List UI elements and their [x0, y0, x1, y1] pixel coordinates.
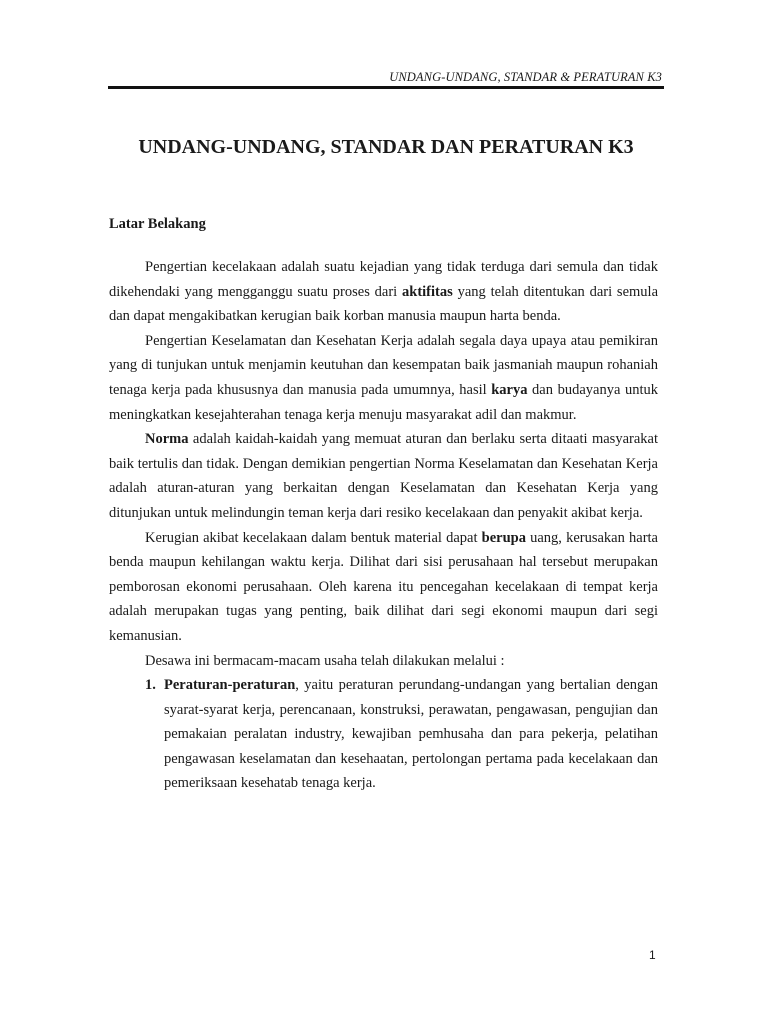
numbered-list [109, 673, 658, 796]
document-body [109, 255, 658, 796]
bold-term: Norma [145, 431, 189, 448]
section-heading: Latar Belakang [109, 216, 206, 232]
paragraph: Kerugian akibat kecelakaan dalam bentuk material dapat berupa uang, kerusakan harta benda maupun kehilangan waktu kerja. Dilihat dari sisi perusahaan hal tersebut merupakan pemborosan ekonomi perusahaan. Oleh karena itu pencegahan kecelakaan di tempat kerja adalah merupakan tugas yang penting, baik dilihat dari segi ekonomi maupun dari segi kemanusian. [109, 529, 658, 644]
paragraph: Pengertian kecelakaan adalah suatu kejadian yang tidak terduga dari semula dan tidak dikehendaki yang mengganggu suatu proses dari aktifitas yang telah ditentukan dari semula dan dapat mengakibatkan kerugian baik korban manusia maupun harta benda. [109, 259, 659, 325]
list-number: 1. [145, 677, 156, 694]
bold-term: aktifitas [402, 283, 453, 300]
list-term: Peraturan-peraturan [164, 677, 296, 694]
bold-term: berupa [481, 529, 526, 546]
paragraph: Norma adalah kaidah-kaidah yang memuat aturan dan berlaku serta ditaati masyarakat baik tertulis dan tidak. Dengan demikian pengertian Norma Keselamatan dan Kesehatan Kerja adalah aturan-aturan yang berkaitan dengan Keselamatan dan Kesehatan Kerja yang ditunjukan untuk melindungin teman kerja dari resiko kecelakaan dan penyakit akibat kerja. [109, 431, 658, 521]
document-title: UNDANG-UNDANG, STANDAR DAN PERATURAN K3 [138, 136, 634, 158]
header-rule [108, 86, 664, 89]
running-header: UNDANG-UNDANG, STANDAR & PERATURAN K3 [389, 70, 662, 84]
paragraph: Pengertian Keselamatan dan Kesehatan Kerja adalah segala daya upaya atau pemikiran yang di tunjukan untuk menjamin keutuhan dan kesempatan baik jasmaniah maupun rohaniah tenaga kerja pada khususnya dan manusia pada umumnya, hasil karya dan budayanya untuk meningkatkan kesejahterahan tenaga kerja menuju masyarakat adil dan makmur. [109, 332, 658, 423]
list-item: 1. Peraturan-peraturan, yaitu peraturan perundang-undangan yang bertalian dengan syarat-syarat kerja, perencanaan, konstruksi, perawatan, pengawasan, pengujian dan pemakaian peralatan industry, kewajiban pemhusaha dan para pekerja, pelatihan pengawasan keselamatan dan kesehaatan, pertolongan pertama pada kecelakaan dan pemeriksaan kesehatab tenaga kerja. [109, 673, 658, 796]
page-number: 1 [649, 948, 656, 962]
paragraph: Desawa ini bermacam-macam usaha telah dilakukan melalui : [145, 652, 505, 669]
bold-term: karya [491, 381, 528, 398]
